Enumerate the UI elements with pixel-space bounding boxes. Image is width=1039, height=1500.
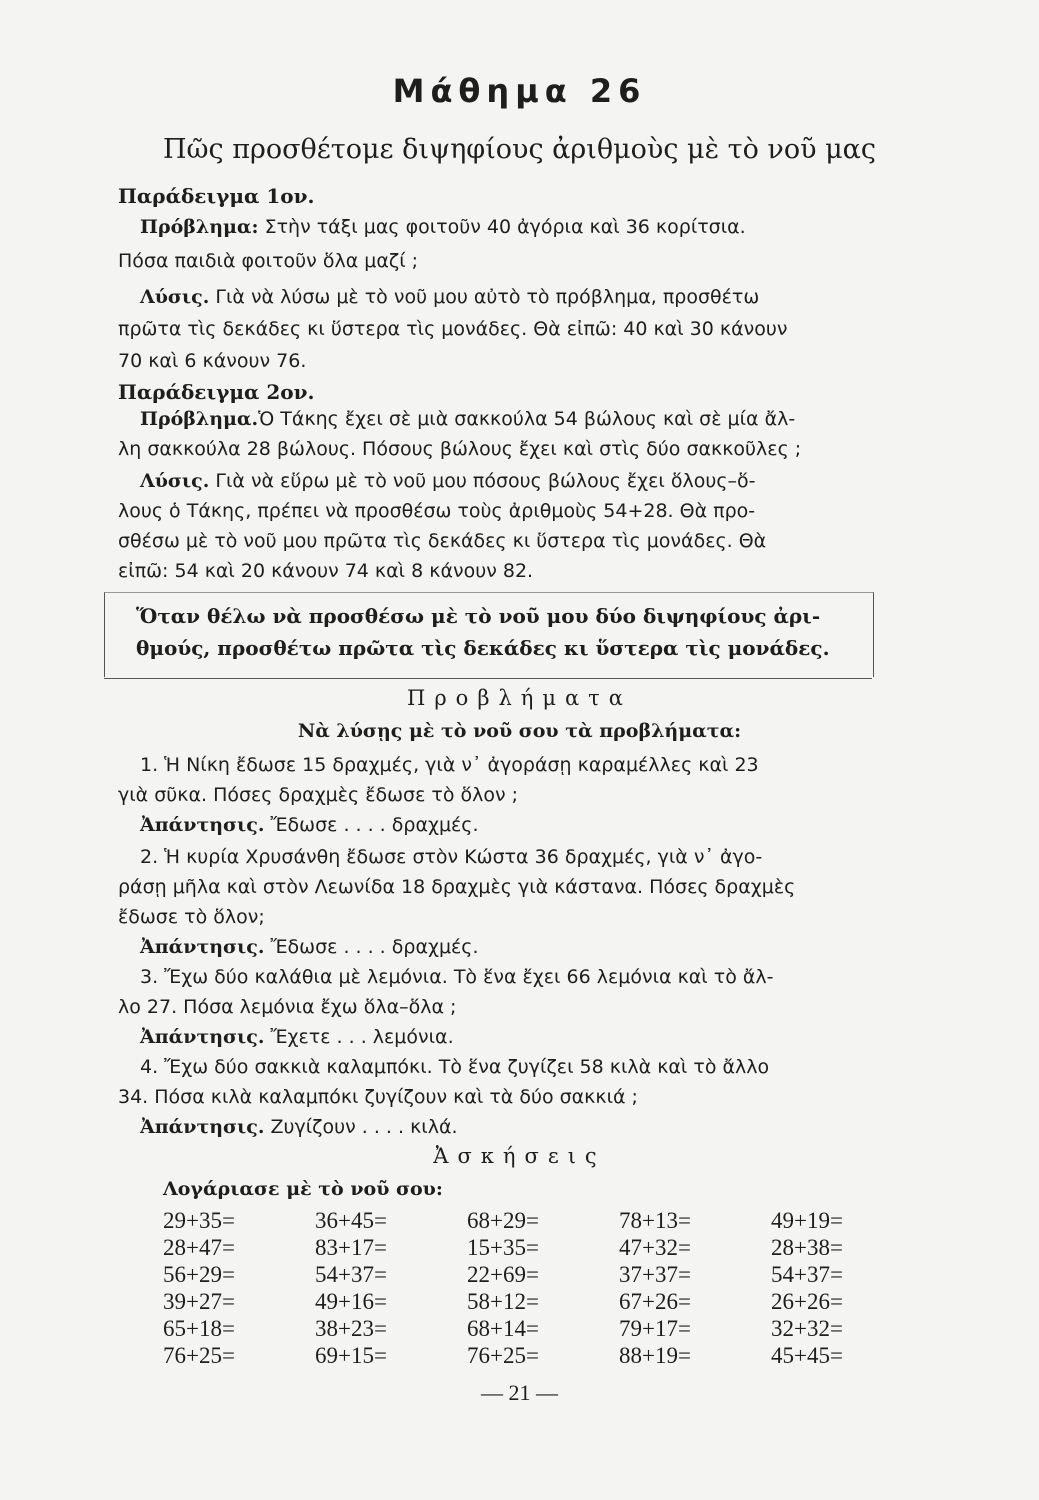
exercise-grid	[163, 1208, 863, 1370]
problem1-answer	[140, 814, 479, 836]
problem3-line1: 3. Ἔχω δύο καλάθια μὲ λεμόνια. Τὸ ἕνα ἔχει 66 λεμόνια καὶ τὸ ἄλ-	[140, 966, 774, 988]
exercise-item: 69+15=	[315, 1343, 387, 1368]
answer-label: Ἀπάντησις.	[140, 936, 265, 958]
problem4-line1: 4. Ἔχω δύο σακκιὰ καλαμπόκι. Τὸ ἕνα ζυγίζει 58 κιλὰ καὶ τὸ ἄλλο	[140, 1056, 770, 1078]
problem-label: Πρόβλημα.	[140, 408, 259, 430]
problem-text: Ὁ Τάκης ἔχει σὲ μιὰ σακκούλα 54 βώλους καὶ σὲ μία ἄλ-	[258, 408, 796, 430]
exercise-item: 49+19=	[771, 1208, 843, 1233]
problems-instruction: Νὰ λύσῃς μὲ τὸ νοῦ σου τὰ προβλήματα:	[297, 720, 742, 742]
example2-problem	[140, 408, 795, 430]
exercises-instruction: Λογάριασε μὲ τὸ νοῦ σου:	[163, 1178, 443, 1200]
exercise-item: 79+17=	[619, 1316, 691, 1341]
problem4-line2: 34. Πόσα κιλὰ καλαμπόκι ζυγίζουν καὶ τὰ δύο σακκιά ;	[118, 1086, 638, 1108]
example2-solution	[140, 470, 756, 492]
answer-text: Ἔχετε . . . λεμόνια.	[270, 1026, 454, 1048]
exercise-item: 36+45=	[315, 1208, 387, 1233]
exercise-item: 39+27=	[163, 1289, 235, 1314]
page-number: — 21 —	[481, 1380, 558, 1405]
exercise-item: 38+23=	[315, 1316, 387, 1341]
example1-solution	[140, 286, 759, 308]
problem2-line2: ράσῃ μῆλα καὶ στὸν Λεωνίδα 18 δραχμὲς γιὰ κάστανα. Πόσες δραχμὲς	[118, 876, 796, 898]
exercise-item: 65+18=	[163, 1316, 235, 1341]
example2-solution-line3: σθέσω μὲ τὸ νοῦ μου πρῶτα τὶς δεκάδες κι ὕστερα τὶς μονάδες. Θὰ	[118, 530, 767, 552]
rule-line2: θμούς, προσθέτω πρῶτα τὶς δεκάδες κι ὕστερα τὶς μονάδες.	[136, 636, 830, 660]
exercise-item: 76+25=	[163, 1343, 235, 1368]
example1-solution-line2: πρῶτα τὶς δεκάδες κι ὕστερα τὶς μονάδες. Θὰ εἰπῶ: 40 καὶ 30 κάνουν	[118, 318, 788, 340]
lesson-title: Μάθημα 26	[392, 72, 647, 110]
exercise-item: 47+32=	[619, 1235, 691, 1260]
problem3-answer	[140, 1026, 454, 1048]
lesson-subtitle: Πῶς προσθέτομε διψηφίους ἀριθμοὺς μὲ τὸ νοῦ μας	[162, 134, 876, 165]
exercise-item: 32+32=	[771, 1316, 843, 1341]
exercise-item: 29+35=	[163, 1208, 235, 1233]
rule-box-underline	[104, 678, 872, 679]
example2-solution-line2: λους ὁ Τάκης, πρέπει νὰ προσθέσω τοὺς ἀριθμοὺς 54+28. Θὰ προ-	[118, 500, 756, 522]
answer-text: Ζυγίζουν . . . . κιλά.	[270, 1116, 458, 1138]
exercise-item: 58+12=	[467, 1289, 539, 1314]
answer-label: Ἀπάντησις.	[140, 1026, 265, 1048]
exercise-item: 76+25=	[467, 1343, 539, 1368]
exercise-item: 67+26=	[619, 1289, 691, 1314]
answer-label: Ἀπάντησις.	[140, 1116, 265, 1138]
example2-problem-line2: λη σακκούλα 28 βώλους. Πόσους βώλους ἔχει καὶ στὶς δύο σακκοῦλες ;	[118, 438, 802, 460]
exercise-item: 37+37=	[619, 1262, 691, 1287]
exercise-item: 49+16=	[315, 1289, 387, 1314]
problem-label: Πρόβλημα:	[140, 216, 259, 238]
problems-heading: Προβλήματα	[407, 686, 632, 710]
problem1-line1: 1. Ἡ Νίκη ἔδωσε 15 δραχμές, γιὰ ν᾽ ἀγοράσῃ καραμέλλες καὶ 23	[140, 754, 759, 776]
problem2-line3: ἔδωσε τὸ ὅλον;	[118, 906, 265, 928]
exercise-item: 54+37=	[315, 1262, 387, 1287]
example1-problem-line2: Πόσα παιδιὰ φοιτοῦν ὅλα μαζί ;	[118, 250, 419, 272]
solution-label: Λύσις.	[140, 470, 210, 492]
exercise-item: 83+17=	[315, 1235, 387, 1260]
exercise-item: 45+45=	[771, 1343, 843, 1368]
example1-problem	[140, 216, 746, 238]
solution-text: Γιὰ νὰ λύσω μὲ τὸ νοῦ μου αὐτὸ τὸ πρόβλημα, προσθέτω	[215, 286, 760, 308]
exercise-item: 54+37=	[771, 1262, 843, 1287]
exercise-item: 22+69=	[467, 1262, 539, 1287]
exercise-item: 78+13=	[619, 1208, 691, 1233]
exercise-item: 68+29=	[467, 1208, 539, 1233]
problem1-line2: γιὰ σῦκα. Πόσες δραχμὲς ἔδωσε τὸ ὅλον ;	[118, 784, 519, 806]
problem-text: Στὴν τάξι μας φοιτοῦν 40 ἀγόρια καὶ 36 κορίτσια.	[264, 216, 746, 238]
exercises-heading: Ἀσκήσεις	[433, 1144, 606, 1168]
solution-text: Γιὰ νὰ εὕρω μὲ τὸ νοῦ μου πόσους βώλους ἔχει ὅλους–ὅ-	[215, 470, 756, 492]
solution-label: Λύσις.	[140, 286, 210, 308]
answer-label: Ἀπάντησις.	[140, 814, 265, 836]
exercise-item: 28+47=	[163, 1235, 235, 1260]
problem2-answer	[140, 936, 479, 958]
example1-heading: Παράδειγμα 1ον.	[118, 184, 315, 208]
answer-text: Ἔδωσε . . . . δραχμές.	[270, 814, 479, 836]
exercise-item: 28+38=	[771, 1235, 843, 1260]
answer-text: Ἔδωσε . . . . δραχμές.	[270, 936, 479, 958]
exercise-item: 15+35=	[467, 1235, 539, 1260]
exercise-item: 88+19=	[619, 1343, 691, 1368]
exercise-item: 68+14=	[467, 1316, 539, 1341]
exercise-item: 26+26=	[771, 1289, 843, 1314]
example2-solution-line4: εἰπῶ: 54 καὶ 20 κάνουν 74 καὶ 8 κάνουν 82.	[118, 560, 534, 582]
exercise-item: 56+29=	[163, 1262, 235, 1287]
rule-line1: Ὅταν θέλω νὰ προσθέσω μὲ τὸ νοῦ μου δύο διψηφίους ἀρι-	[136, 604, 821, 628]
problem3-line2: λο 27. Πόσα λεμόνια ἔχω ὅλα–ὅλα ;	[118, 996, 457, 1018]
problem4-answer	[140, 1116, 458, 1138]
example1-solution-line3: 70 καὶ 6 κάνουν 76.	[118, 350, 307, 372]
example2-heading: Παράδειγμα 2ον.	[118, 380, 315, 404]
problem2-line1: 2. Ἡ κυρία Χρυσάνθη ἔδωσε στὸν Κώστα 36 δραχμές, γιὰ ν᾽ ἀγο-	[140, 846, 763, 868]
